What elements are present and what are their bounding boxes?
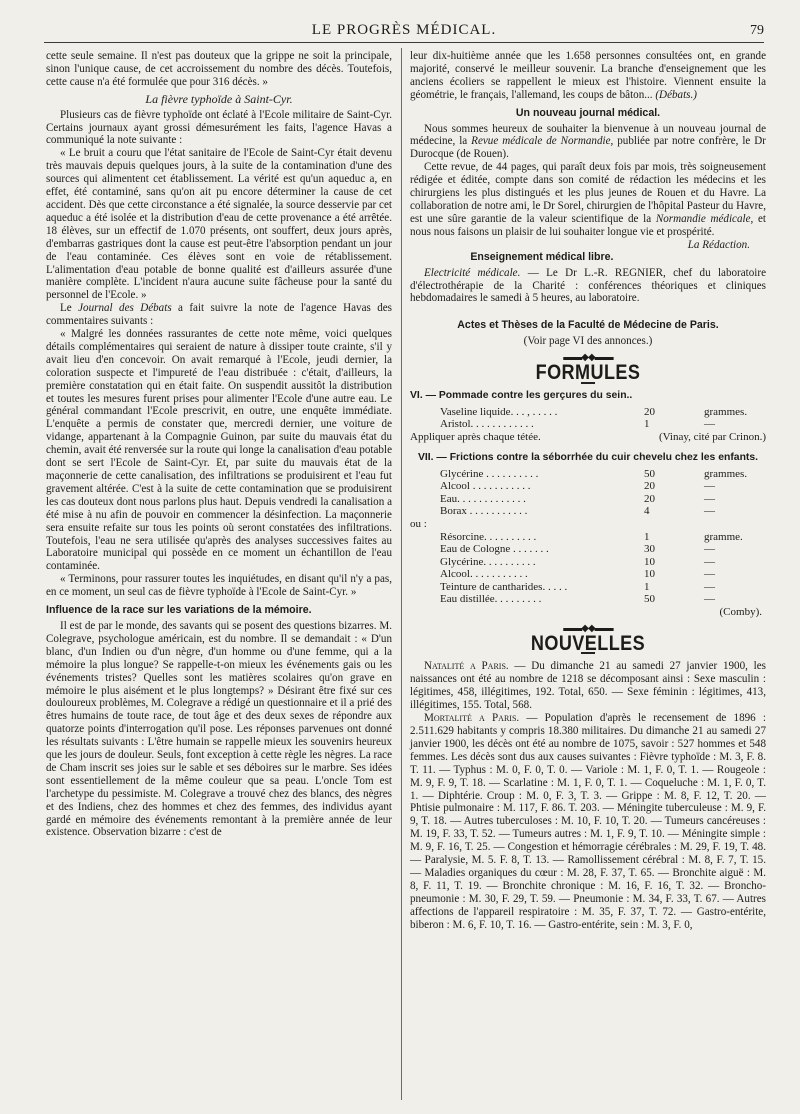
ornament: ▬▬◆◆▬▬ (563, 352, 613, 364)
formula-vi-source: (Vinay, cité par Crinon.) (658, 431, 766, 444)
actes-reference: (Voir page VI des annonces.) (523, 335, 653, 348)
section-heading-enseignement: Enseignement médical libre. (470, 250, 614, 263)
right-column (410, 50, 766, 932)
formula-vii-title: VII. — Frictions contre la séborrhée du cuir chevelu chez les enfants. (417, 451, 759, 463)
paragraph: leur dix-huitième année que les 1.658 personnes consultées ont, en grande majorité, conservé le meilleur souvenir. La branche d'enseignement que les anciens écoliers se rappellent le mieux est l'histoire. Viennent ensuite la géométrie, le français, l'allemand, les coups de bâton... (Débats.) (410, 50, 766, 101)
left-column (46, 50, 392, 839)
section-heading-race: Influence de la race sur les variations de la mémoire. (46, 604, 312, 617)
paragraph: Mortalité a Paris. — Population d'après le recensement de 1896 : 2.511.629 habitants y compris 18.380 militaires. Du dimanche 21 au samedi 27 janvier 1900, les décès ont été au nombre de 1075, savoir : 527 hommes et 548 femmes. Les décès sont dus aux causes suivantes : Fièvre typhoïde : M. 3, F. 8. T. 11. — Typhus : M. 0, F. 0, T. 0. — Variole : M. 1, F. 0, T. 1. — Rougeole : M. 9, F. 9, T. 18. — Scarlatine : M. 1, F. 0, T. 1. — Coqueluche : M. 1, F. 0, T. 1. — Diphtérie. Croup : M. 0, F. 3, T. 3. — Grippe : M. 8, F. 12, T. 20. — Phtisie pulmonaire : M. 117, F. 86. T. 203. — Méningite tuberculeuse : M. 9, F. 9, T. 18. — Autres tuberculoses : M. 10, F. 10, T. 20. — Tumeurs cancéreuses : M. 19, F. 33, T. 52. — Tumeurs autres : M. 1, F. 9, T. 10. — Méningite simple : M. 9, F. 16, T. 25. — Congestion et hémorragie cérébrales : M. 29, F. 19, T. 48. — Paralysie, M. 5. F. 8, T. 13. — Ramollissement cérébral : M. 8, F. 7, T. 15. — Maladies organiques du cœur : M. 28, F. 37, T. 65. — Bronchite aiguë : M. 8, F. 11, T. 19. — Bronchite chronique : M. 16, F. 16, T. 32. — Broncho-pneumonie : M. 30, F. 29, T. 59. — Pneumonie : M. 34, F. 33, T. 67. — Autres affections de l'appareil respiratoire : M. 35, F. 37, T. 72. — Gastro-entérite, biberon : M. 6, F. 10, T. 16. — Gastro-entérite, sein : M. 3, F. 0, (410, 712, 766, 931)
ingredient-row: Aristol. . . . . . . . . . . . 1 — (440, 418, 715, 431)
formula-vii-source: (Comby). (719, 606, 762, 619)
ingredient-row: Glycérine . . . . . . . . . . 50 grammes. (440, 467, 748, 480)
ornament: ▬▬◆◆▬▬ (563, 622, 613, 634)
ingredient-row: Teinture de cantharides. . . . . 1 — (440, 580, 715, 593)
page-number: 79 (750, 23, 764, 38)
formula-vi-note: Appliquer après chaque tétée. (Vinay, cité par Crinon.) (410, 431, 766, 444)
column-divider (401, 48, 402, 1100)
ingredient-row: Eau. . . . . . . . . . . . . 20 — (440, 492, 715, 505)
news-lead: Natalité a Paris. (424, 660, 509, 673)
section-heading-actes: Actes et Thèses de la Faculté de Médecine de Paris. (457, 319, 719, 332)
paragraph: cette seule semaine. Il n'est pas douteux que la grippe ne soit la principale, sinon l'unique cause, de cet accroissement du nombre des décès. Toutefois, cette cause n'a été formulée que pour 316 décès. » (46, 50, 392, 88)
nouvelles-heading: NOUVELLES (530, 631, 646, 655)
paragraph: Cette revue, de 44 pages, qui paraît deux fois par mois, très soigneusement rédigée et éditée, compte dans son comité de rédaction les médecins et les chirurgiens les plus distingués et les plus jeunes de Rouen et du Havre. La collaboration de notre ami, le Dr Sorel, chirurgien de l'hôpital Pasteur du Havre, est une sûre garantie de la valeur scientifique de la Normandie médicale, et nous nous faisons un plaisir de lui souhaiter longue vie et prospérité. La Rédaction. (410, 161, 766, 251)
ingredient-row: Résorcine. . . . . . . . . . 1 gramme. (440, 530, 743, 543)
page-header (44, 18, 764, 43)
ingredient-row: Borax . . . . . . . . . . . 4 — (440, 505, 715, 518)
formula-vii-ingredients-a (410, 468, 766, 518)
signature: La Rédaction. (687, 238, 750, 251)
section-heading-journal: Un nouveau journal médical. (515, 106, 661, 119)
section-heading-typhoid: La fièvre typhoïde à Saint-Cyr. (145, 91, 293, 106)
paragraph: Natalité a Paris. — Du dimanche 21 au samedi 27 janvier 1900, les naissances ont été au nombre de 1218 se décomposant ainsi : Sexe masculin : légitimes, 458, illégitimes, 192. Total, 650. — Sexe féminin : légitimes, 413, illégitimes, 155. Total, 568. (410, 660, 766, 712)
formula-vi-title: VI. — Pommade contre les gerçures du sein.. (410, 389, 633, 401)
formules-heading: FORMULES (535, 361, 641, 385)
source-citation: (Débats.) (655, 88, 697, 101)
paragraph: Il est de par le monde, des savants qui se posent des questions bizarres. M. Colegrave, psychologue américain, est du nombre. Il se demandait : « D'un blanc, d'un Indien ou d'un nègre, d'un homme ou d'une femme, qui a la mémoire la plus longue? Se rappelle-t-on mieux les événements gais ou les événements tristes? Quelles sont les matières scolaires qu'on grave en mémoire le plus aisément et le plus longtemps? » Désirant être fixé sur ces douloureux problèmes, M. Colegrave a rédigé un questionnaire et il a prié des êtres humains de toute race, de tout âge et des deux sexes de répondre aux quatorze points d'interrogation qu'il pose. Les réponses parvenues ont donné les résultats suivants : L'être humain se rappelle mieux les souvenirs heureux que les jours de douleur. Seuls, font exception à cette règle les nègres. La race de Cham inscrit ses joies sur le sable et ses déboires sur le marbre. Ses idées sont essentiellement de la même couleur que sa peau. L'oncle Tom est l'archetype du pessimiste. M. Colegrave a trouvé chez des blancs, des nègres et des Indiens, chez des hommes et chez des femmes, des individus ayant gardé en mémoire des événements remontant à la première année de leur existence. Observation bizarre : c'est de (46, 619, 392, 839)
paragraph: « Malgré les données rassurantes de cette note même, voici quelques détails complémentaires qui seraient de nature à dissiper toute crainte, s'il y avait lieu d'en concevoir. On avait remarqué à l'Ecole, jeudi dernier, la coloration suspecte et l'impureté de l'eau distribuée : c'était, d'ailleurs, la première constatation qui en était faite. On suspendit aussitôt la distribution et toutes les mesures furent prises pour alimenter l'Ecole d'une autre eau. Le général commandant l'Ecole prescrivit, en outre, une enquête immédiate. L'enquête a permis de constater que, mercredi dernier, une voiture de vidange, appartenant à la Compagnie Guinon, par suite du mauvais état du chemin, avait été renversée sur la route qui longe la canalisation d'eau potable dont se sert l'Ecole de Saint-Cyr. Et, par suite du mauvais état de la maçonnerie de cette canalisation, des infiltrations se produisirent et l'eau fut gravement altérée. C'est à la suite de cette contamination que se produisirent les cas douteux dont nous parlons plus haut. Depuis vendredi la canalisation a été mise à nu afin de pouvoir en commencer la désinfection. La maçonnerie sera ensuite refaite sur tous les points où seront constatées des infiltrations. Toutefois, l'eau ne sera utilisée qu'après des analyses successives faites au Laboratoire municipal qui possède en ce moment un échantillon de l'eau contaminée. (46, 328, 392, 573)
formula-vi-ingredients (410, 406, 766, 431)
paragraph: Plusieurs cas de fièvre typhoïde ont éclaté à l'Ecole militaire de Saint-Cyr. Certains journaux ayant grossi démesurément les faits, l'agence Havas a communiqué la note suivante : (46, 108, 392, 147)
formula-vii-source-row (410, 606, 766, 619)
ingredient-row: Eau distillée. . . . . . . . . 50 — (440, 593, 715, 606)
ingredient-row: Alcool. . . . . . . . . . . 10 — (440, 568, 715, 581)
news-lead: Mortalité a Paris. (424, 712, 520, 725)
paragraph: Electricité médicale. — Le Dr L.-R. REGNIER, chef du laboratoire d'électrothérapie de la Charité : conférences théoriques et cliniques hebdomadaires le samedi à 5 heures, au laboratoire. (410, 266, 766, 305)
formula-vii-ingredients-b (410, 531, 766, 607)
ingredient-row: Alcool . . . . . . . . . . . 20 — (440, 480, 715, 493)
paragraph: Nous sommes heureux de souhaiter la bienvenue à un nouveau journal de médecine, la Revue médicale de Normandie, publiée par notre confrère, le Dr Durocque (de Rouen). (410, 122, 766, 161)
paragraph: « Le bruit a couru que l'état sanitaire de l'Ecole de Saint-Cyr était devenu très mauvais depuis quelques jours, à la suite de la contamination d'une des sources qui alimentent cet établissement. La vérité est qu'un aqueduc a, en effet, été contaminé, sans qu'on ait pu encore déterminer la cause de cet accident. Dès que cette circonstance a été signalée, la source desservie par cet aqueduc a été isolée et la distribution d'eau de cette provenance a été arrêtée. 18 élèves, sur un effectif de 1.070 présents, ont souffert, deux jours après, d'embarras gastriques dont la cause est peut-être l'absorption pendant un jour de l'eau contaminée. Ces élèves sont en voie de rétablissement. L'alimentation d'eau potable de bonne qualité est d'ailleurs assurée d'une manière complète. L'incident n'aura aucune suite fâcheuse pour la santé du personnel de l'Ecole. » (46, 147, 392, 302)
journal-name: Journal des Débats (78, 302, 172, 315)
paragraph: « Terminons, pour rassurer toutes les inquiétudes, en disant qu'il n'y a pas, en ce moment, un seul cas de fièvre typhoïde à l'Ecole de Saint-Cyr. » (46, 573, 392, 599)
alternative-label: ou : (410, 517, 427, 530)
journal-title: LE PROGRÈS MÉDICAL. (311, 22, 497, 38)
ingredient-row: Eau de Cologne . . . . . . . 30 — (440, 543, 715, 556)
paragraph: Le Journal des Débats a fait suivre la note de l'agence Havas des commentaires suivants : (46, 302, 392, 328)
ingredient-row: Glycérine. . . . . . . . . . 10 — (440, 555, 715, 568)
ingredient-row: Vaseline liquide. . . , . . . . . 20 grammes. (440, 405, 748, 418)
